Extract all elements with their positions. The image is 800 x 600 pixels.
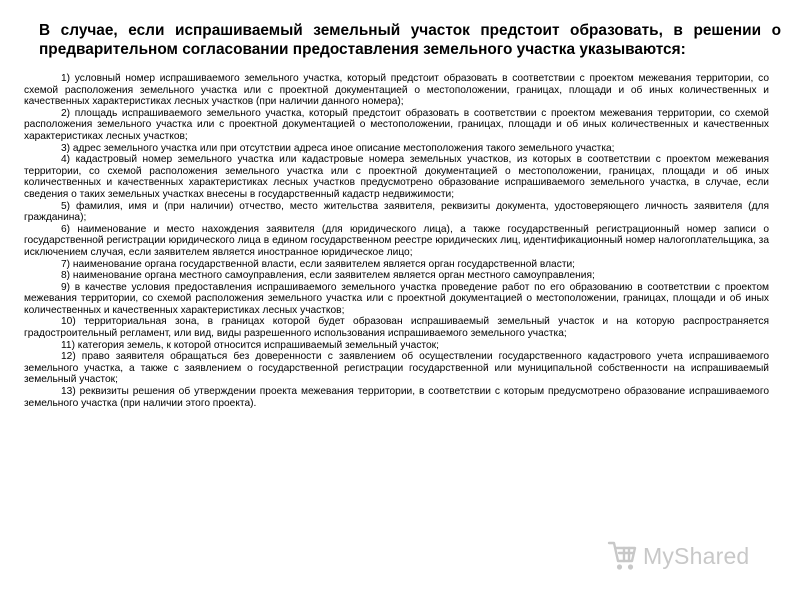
cart-icon bbox=[607, 539, 637, 573]
list-item: 7) наименование органа государственной власти, если заявителем является орган государственной власти; bbox=[61, 258, 576, 270]
provisions-list bbox=[24, 73, 769, 409]
list-item: 3) адрес земельного участка или при отсутствии адреса иное описание местоположения такого земельного участка; bbox=[61, 142, 615, 154]
list-item: 12) право заявителя обращаться без доверенности с заявлением об осуществлении государственного кадастрового учета испрашиваемого земельного участка, а также с заявлением о государственной регистрации государственной или муниципальной собственности на испрашиваемый земельный участок; bbox=[24, 351, 769, 386]
list-item: 2) площадь испрашиваемого земельного участка, который предстоит образовать в соответствии с проектом межевания территории, со схемой расположения земельного участка или с проектной документацией о местоположении, границах, площади и об иных количественных и качественных характеристиках лесных участков; bbox=[24, 107, 769, 142]
list-item: 1) условный номер испрашиваемого земельного участка, который предстоит образовать в соответствии с проектом межевания территории, со схемой расположения земельного участка или с проектной документацией о местоположении, границах, площади и об иных количественных и качественных характеристиках лесных участков (при наличии данного номера); bbox=[24, 73, 769, 108]
list-item: 9) в качестве условия предоставления испрашиваемого земельного участка проведение работ по его образованию в соответствии с проектом межевания территории, со схемой расположения земельного участка или с проектной документацией о местоположении, границах, площади и об иных количественных и качественных характеристиках лесных участков; bbox=[24, 281, 769, 316]
list-item: 8) наименование органа местного самоуправления, если заявителем является орган местного самоуправления; bbox=[61, 270, 595, 282]
myshared-watermark bbox=[607, 537, 777, 575]
list-item: 13) реквизиты решения об утверждении проекта межевания территории, в соответствии с которым предусмотрено образование испрашиваемого земельного участка (при наличии этого проекта). bbox=[24, 386, 769, 409]
list-item: 11) категория земель, к которой относится испрашиваемый земельный участок; bbox=[61, 339, 439, 351]
slide-heading: В случае, если испрашиваемый земельный участок предстоит образовать, в решении о предварительном согласовании предоставления земельного участка указываются: bbox=[39, 22, 781, 58]
list-item: 4) кадастровый номер земельного участка или кадастровые номера земельных участков, из которых в соответствии с проектом межевания территории, со схемой расположения земельного участка или с проектной документацией о местоположении, границах, площади и об иных количественных и качественных характеристиках лесных участков предусмотрено образование испрашиваемого земельного участка, в случае, если сведения о таких земельных участках внесены в государственный кадастр недвижимости; bbox=[24, 154, 769, 200]
watermark-text: MyShared bbox=[643, 542, 750, 569]
list-item: 5) фамилия, имя и (при наличии) отчество, место жительства заявителя, реквизиты документа, удостоверяющего личность заявителя (для гражданина); bbox=[24, 200, 769, 224]
list-item: 10) территориальная зона, в границах которой будет образован испрашиваемый земельный участок и на которую распространяется градостроительный регламент, или вид, виды разрешенного использования испрашиваемого земельного участка; bbox=[24, 316, 769, 340]
list-item: 6) наименование и место нахождения заявителя (для юридического лица), а также государственный регистрационный номер записи о государственной регистрации юридического лица в едином государственном реестре юридических лиц, идентификационный номер налогоплательщика, за исключением случая, если заявителем является иностранное юридическое лицо; bbox=[24, 223, 769, 258]
